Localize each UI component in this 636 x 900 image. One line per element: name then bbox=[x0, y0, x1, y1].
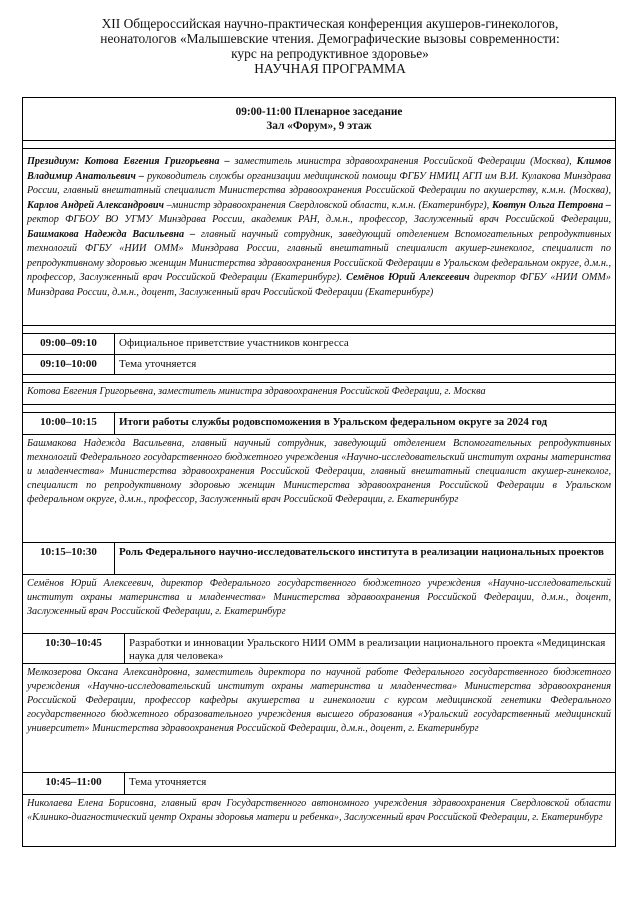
item-title: Тема уточняется bbox=[119, 358, 197, 370]
item-speaker: Котова Евгения Григорьевна, заместитель министра здравоохранения Российской Федерации, г. Москва bbox=[23, 382, 615, 404]
presidium-text: руководитель службы организации медицинской помощи ФГБУ НМИЦ АГП им В.И. Кулакова Минздрава России, главный внештатный специалист Министерства здравоохранения Российской Федерации по акушерству, к.м.н. (Москва), bbox=[27, 170, 611, 196]
plenary-time-title: 09:00-11:00 Пленарное заседание bbox=[235, 106, 403, 118]
presidium-name: Ковтун Ольга Петровна – bbox=[491, 199, 611, 211]
presidium-name: Климов Владимир Анатольевич – bbox=[27, 156, 612, 182]
item-time: 09:10–10:00 bbox=[23, 355, 115, 374]
document-header bbox=[40, 16, 620, 76]
presidium-name: Котова Евгения Григорьевна – bbox=[84, 156, 230, 167]
plenary-hall: Зал «Форум», 9 этаж bbox=[266, 120, 372, 132]
spacer-row bbox=[23, 374, 615, 382]
header-line-2: неонатологов «Малышевские чтения. Демографические вызовы современности: bbox=[100, 31, 560, 46]
header-line-3: курс на репродуктивное здоровье» bbox=[231, 46, 429, 61]
presidium-block bbox=[23, 148, 615, 325]
program-item-row bbox=[23, 333, 615, 354]
item-time: 10:00–10:15 bbox=[23, 413, 115, 434]
program-item-row bbox=[23, 354, 615, 374]
item-speaker: Башмакова Надежда Васильевна, главный научный сотрудник, заведующий отделением Вспомогательных репродуктивных технологий Федерального государственного бюджетного учреждения «Научно-исследовательский институт охраны материнства и младенчества» Министерства здравоохранения Российской Федерации, главный внештатный специалист акушер-гинеколог, специалист по репродуктивному здоровью женщин Министерства здравоохранения Российской Федерации в Уральском федеральном округе, д.м.н., профессор, Заслуженный врач Российской Федерации, г. Екатеринбург bbox=[23, 434, 615, 542]
program-item-row bbox=[23, 412, 615, 434]
item-title: Итоги работы службы родовспоможения в Уральском федеральном округе за 2024 год bbox=[119, 416, 548, 428]
item-title: Разработки и инновации Уральского НИИ ОММ в реализации национального проекта «Медицинская наука для человека» bbox=[129, 637, 606, 662]
item-title: Роль Федерального научно-исследовательского института в реализации национальных проектов bbox=[119, 546, 604, 558]
program-title: НАУЧНАЯ ПРОГРАММА bbox=[254, 61, 406, 76]
item-time: 10:30–10:45 bbox=[23, 634, 125, 663]
item-speaker: Семёнов Юрий Алексеевич, директор Федерального государственного бюджетного учреждения «Научно-исследовательский институт охраны материнства и младенчества» Министерства здравоохранения Российской Федерации, д.м.н., доцент, Заслуженный врач Российской Федерации, г. Екатеринбург bbox=[23, 574, 615, 633]
spacer-row bbox=[23, 140, 615, 148]
presidium-text: –министр здравоохранения Свердловской области, к.м.н. (Екатеринбург), bbox=[163, 199, 492, 211]
item-time: 09:00–09:10 bbox=[23, 334, 115, 354]
presidium-text: главный научный сотрудник, заведующий отделением Вспомогательных репродуктивных технологий ФГБУ «НИИ ОММ» Минздрава России, главный внештатный специалист акушер-гинеколог, специалист по репродуктивному здоровью женщин Министерства здравоохранения Российской Федерации в Уральском федеральном округе, д.м.н., профессор, Заслуженный врач Российской Федерации (Екатеринбург). bbox=[27, 228, 611, 283]
presidium-label: Президиум: bbox=[27, 156, 80, 167]
program-item-row bbox=[23, 633, 615, 663]
program-table bbox=[22, 97, 616, 847]
presidium-name: Башмакова Надежда Васильевна – bbox=[27, 228, 196, 240]
presidium-text: заместитель министра здравоохранения Российской Федерации (Москва), bbox=[229, 156, 577, 167]
plenary-heading bbox=[23, 98, 615, 140]
program-item-row bbox=[23, 772, 615, 794]
header-line-1: XII Общероссийская научно-практическая конференция акушеров-гинекологов, bbox=[101, 16, 559, 31]
spacer-row bbox=[23, 404, 615, 412]
program-item-row bbox=[23, 542, 615, 574]
item-title: Официальное приветствие участников конгресса bbox=[119, 337, 349, 349]
presidium-text: директор ФГБУ «НИИ ОММ» Минздрава России, д.м.н., доцент, Заслуженный врач Российской Федерации (Екатеринбург) bbox=[27, 272, 611, 298]
item-title: Тема уточняется bbox=[129, 776, 207, 788]
presidium-text: ректор ФГБОУ ВО УГМУ Минздрава России, академик РАН, д.м.н., профессор, Заслуженный врач Российской Федерации, bbox=[27, 214, 611, 225]
item-time: 10:15–10:30 bbox=[23, 543, 115, 574]
item-speaker: Николаева Елена Борисовна, главный врач Государственного автономного учреждения здравоохранения Свердловской области «Клинико-диагностический центр Охраны здоровья матери и ребенка», Заслуженный врач Российской Федерации, г. Екатеринбург bbox=[23, 794, 615, 846]
spacer-row bbox=[23, 325, 615, 333]
item-speaker: Мелкозерова Оксана Александровна, заместитель директора по научной работе Федерального государственного бюджетного учреждения «Научно-исследовательский институт охраны материнства и младенчества» Министерства здравоохранения Российской Федерации, профессор кафедры акушерства и гинекологии с курсом медицинской генетики Федерального государственного бюджетного образовательного учреждения высшего образования «Уральский государственный медицинский университет» Министерства здравоохранения Российской Федерации, д.м.н., доцент, г. Екатеринбург bbox=[23, 663, 615, 772]
item-time: 10:45–11:00 bbox=[23, 773, 125, 794]
presidium-name: Семёнов Юрий Алексеевич bbox=[346, 272, 470, 283]
presidium-name: Карлов Андрей Александрович bbox=[27, 199, 164, 211]
